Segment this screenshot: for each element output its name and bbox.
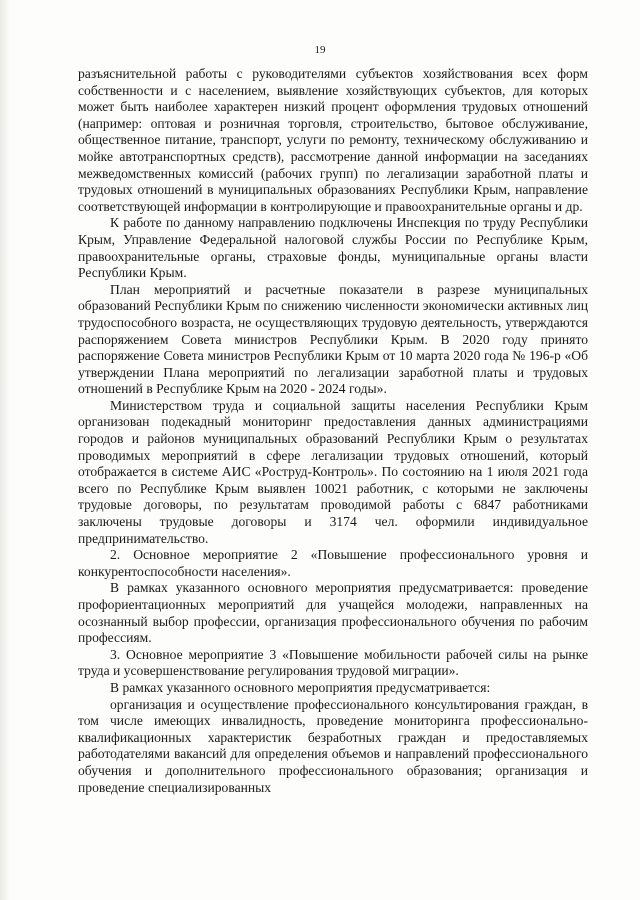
paragraph-8: В рамках указанного основного мероприятия предусматривается:: [110, 679, 491, 695]
paragraph-7: 3. Основное мероприятие 3 «Повышение мобильности рабочей силы на рынке труда и усовершенствование регулирования трудовой миграции».: [78, 646, 588, 679]
paragraph-5: 2. Основное мероприятие 2 «Повышение профессионального уровня и конкурентоспособности населения».: [78, 547, 588, 579]
paragraph-4: Министерством труда и социальной защиты населения Республики Крым организован подекадный мониторинг предоставления данных администрациями городов и районов муниципальных образований Республики Крым о результатах проводимых мероприятий в сфере легализации трудовых отношений, который отображается в системе АИС «Роструд-Контроль». По состоянию на 1 июля 2021 года всего по Республике Крым выявлен 10021 работник, с которыми не заключены трудовые договоры, по результатам проводимой работы с 6847 работниками заключены трудовые договоры и 3174 чел. оформили индивидуальное предпринимательство.: [78, 397, 588, 546]
page-number: 19: [314, 44, 326, 56]
paragraph-2: К работе по данному направлению подключены Инспекция по труду Республики Крым, Управление Федеральной налоговой службы России по Республике Крым, правоохранительные органы, страховые фонды, муниципальные органы власти Республики Крым.: [78, 215, 588, 281]
paragraph-9: организация и осуществление профессионального консультирования граждан, в том числе имеющих инвалидность, проведение мониторинга профессионально-квалификационных характеристик безработных граждан и предоставляемых работодателями вакансий для определения объемов и направлений профессионального обучения и дополнительного профессионального образования; организация и проведение специализированных: [78, 696, 588, 795]
paragraph-6: В рамках указанного основного мероприятия предусматривается: проведение профориентационных мероприятий для учащейся молодежи, направленных на осознанный выбор профессии, организация профессионального обучения по рабочим профессиям.: [78, 580, 588, 646]
scan-edge-shadow: [0, 0, 10, 900]
paragraph-1: разъяснительной работы с руководителями субъектов хозяйствования всех форм собственности и с населением, выявление хозяйствующих субъектов, для которых может быть наиболее характерен низкий процент оформления трудовых отношений (например: оптовая и розничная торговля, строительство, бытовое обслуживание, общественное питание, транспорт, услуги по ремонту, техническому обслуживанию и мойке автотранспортных средств), рассмотрение данной информации на заседаниях межведомственных комиссий (рабочих групп) по легализации заработной платы и трудовых отношений в муниципальных образованиях Республики Крым, направление соответствующей информации в контролирующие и правоохранительные органы и др.: [78, 66, 588, 214]
document-body: [78, 66, 588, 796]
paragraph-3: План мероприятий и расчетные показатели в разрезе муниципальных образований Республики Крым по снижению численности экономически активных лиц трудоспособного возраста, не осуществляющих трудовую деятельность, утверждаются распоряжением Совета министров Республики Крым. В 2020 году принято распоряжение Совета министров Республики Крым от 10 марта 2020 года № 196-р «Об утверждении Плана мероприятий по легализации заработной платы и трудовых отношений в Республике Крым на 2020 - 2024 годы».: [78, 281, 588, 397]
